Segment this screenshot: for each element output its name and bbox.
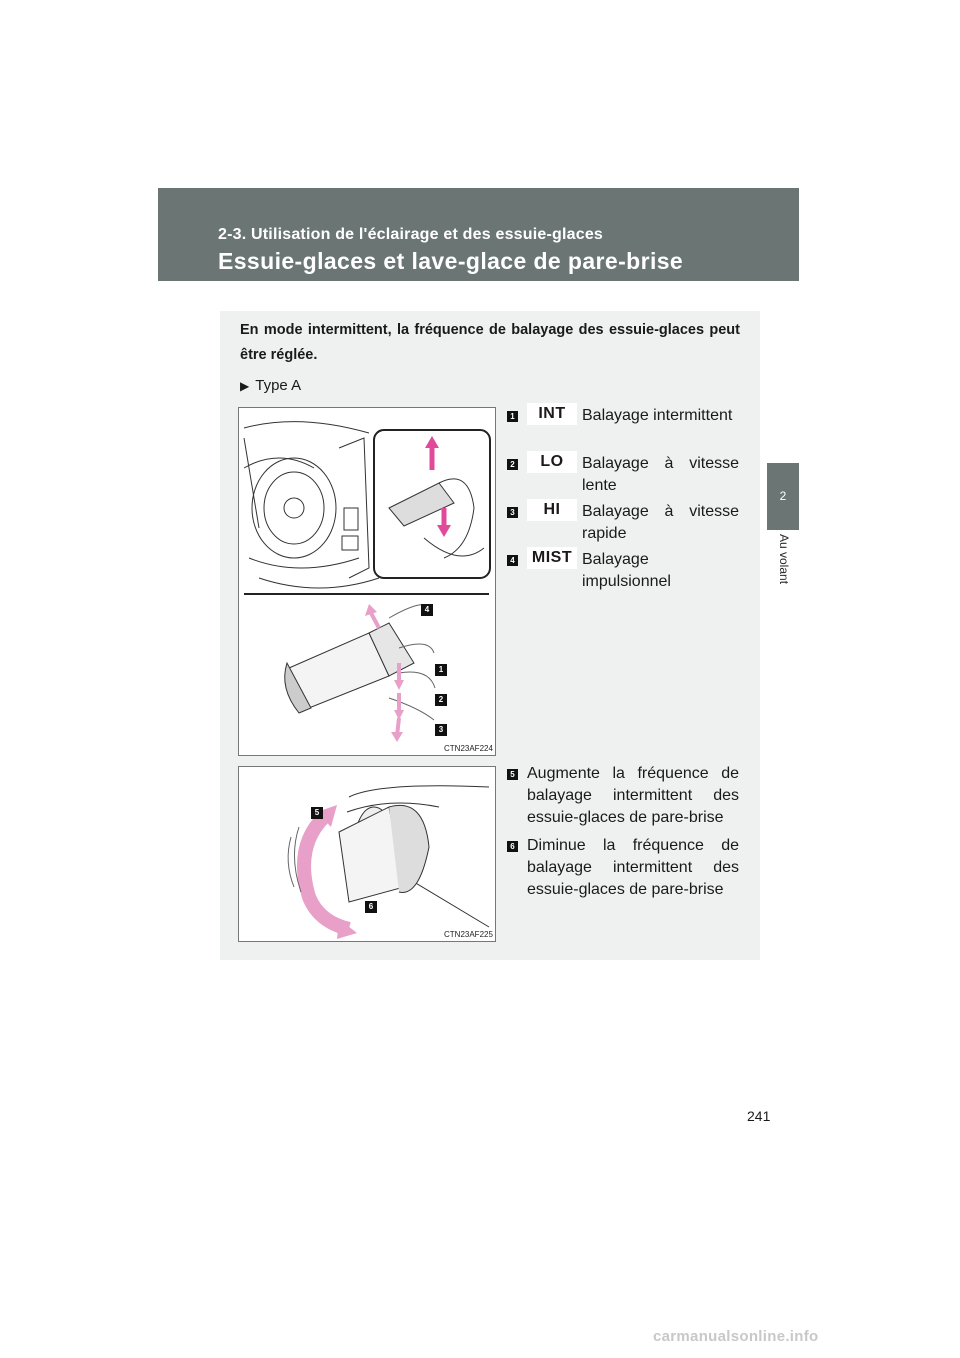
item-number: 3 — [507, 507, 518, 518]
adjust-description: Augmente la fréquence de balayage intermittent des essuie-glaces de pare-brise — [527, 765, 739, 826]
mode-symbol: MIST — [527, 547, 577, 569]
callout-2: 2 — [435, 694, 447, 706]
page-title: Essuie-glaces et lave-glace de pare-brise — [218, 248, 684, 274]
chapter-tab[interactable]: 2 — [767, 463, 799, 530]
mode-symbol: INT — [527, 403, 577, 425]
intro-text: En mode intermittent, la fréquence de balayage des essuie-glaces peut être réglée. — [240, 322, 740, 363]
adjust-item-decrease — [507, 835, 739, 905]
mode-symbol: LO — [527, 451, 577, 473]
frequency-adjust-illustration — [239, 767, 495, 941]
mode-description: Balayage à vitesse rapide — [582, 503, 739, 542]
mode-description: Balayage à vitesse lente — [582, 455, 739, 494]
callout-4: 4 — [421, 604, 433, 616]
mode-item-hi — [507, 501, 739, 545]
wiper-lever-illustration — [239, 408, 495, 755]
item-number: 1 — [507, 411, 518, 422]
figure-code: CTN23AF225 — [444, 930, 493, 939]
adjust-description: Diminue la fréquence de balayage intermittent des essuie-glaces de pare-brise — [527, 837, 739, 898]
item-number: 2 — [507, 459, 518, 470]
mode-description: Balayage intermittent — [582, 407, 733, 424]
triangle-bullet-icon: ▶ — [240, 379, 250, 393]
page-number: 241 — [747, 1108, 771, 1124]
figure-wiper-lever — [238, 407, 496, 756]
item-number: 6 — [507, 841, 518, 852]
mode-item-int — [507, 405, 739, 449]
mode-symbol: HI — [527, 499, 577, 521]
figure-code: CTN23AF224 — [444, 744, 493, 753]
callout-6: 6 — [365, 901, 377, 913]
item-number: 5 — [507, 769, 518, 780]
mode-item-lo — [507, 453, 739, 497]
chapter-label: Au volant — [777, 534, 791, 585]
adjust-item-increase — [507, 763, 739, 833]
type-label: Type A — [255, 377, 302, 394]
mode-description: Balayage impulsionnel — [582, 551, 671, 590]
figure-frequency-adjust — [238, 766, 496, 942]
section-label: 2-3. Utilisation de l'éclairage et des essuie-glaces — [218, 226, 604, 243]
type-heading — [240, 377, 301, 394]
item-number: 4 — [507, 555, 518, 566]
callout-1: 1 — [435, 664, 447, 676]
callout-5: 5 — [311, 807, 323, 819]
watermark: carmanualsonline.info — [653, 1328, 819, 1345]
mode-item-mist — [507, 549, 739, 593]
callout-3: 3 — [435, 724, 447, 736]
